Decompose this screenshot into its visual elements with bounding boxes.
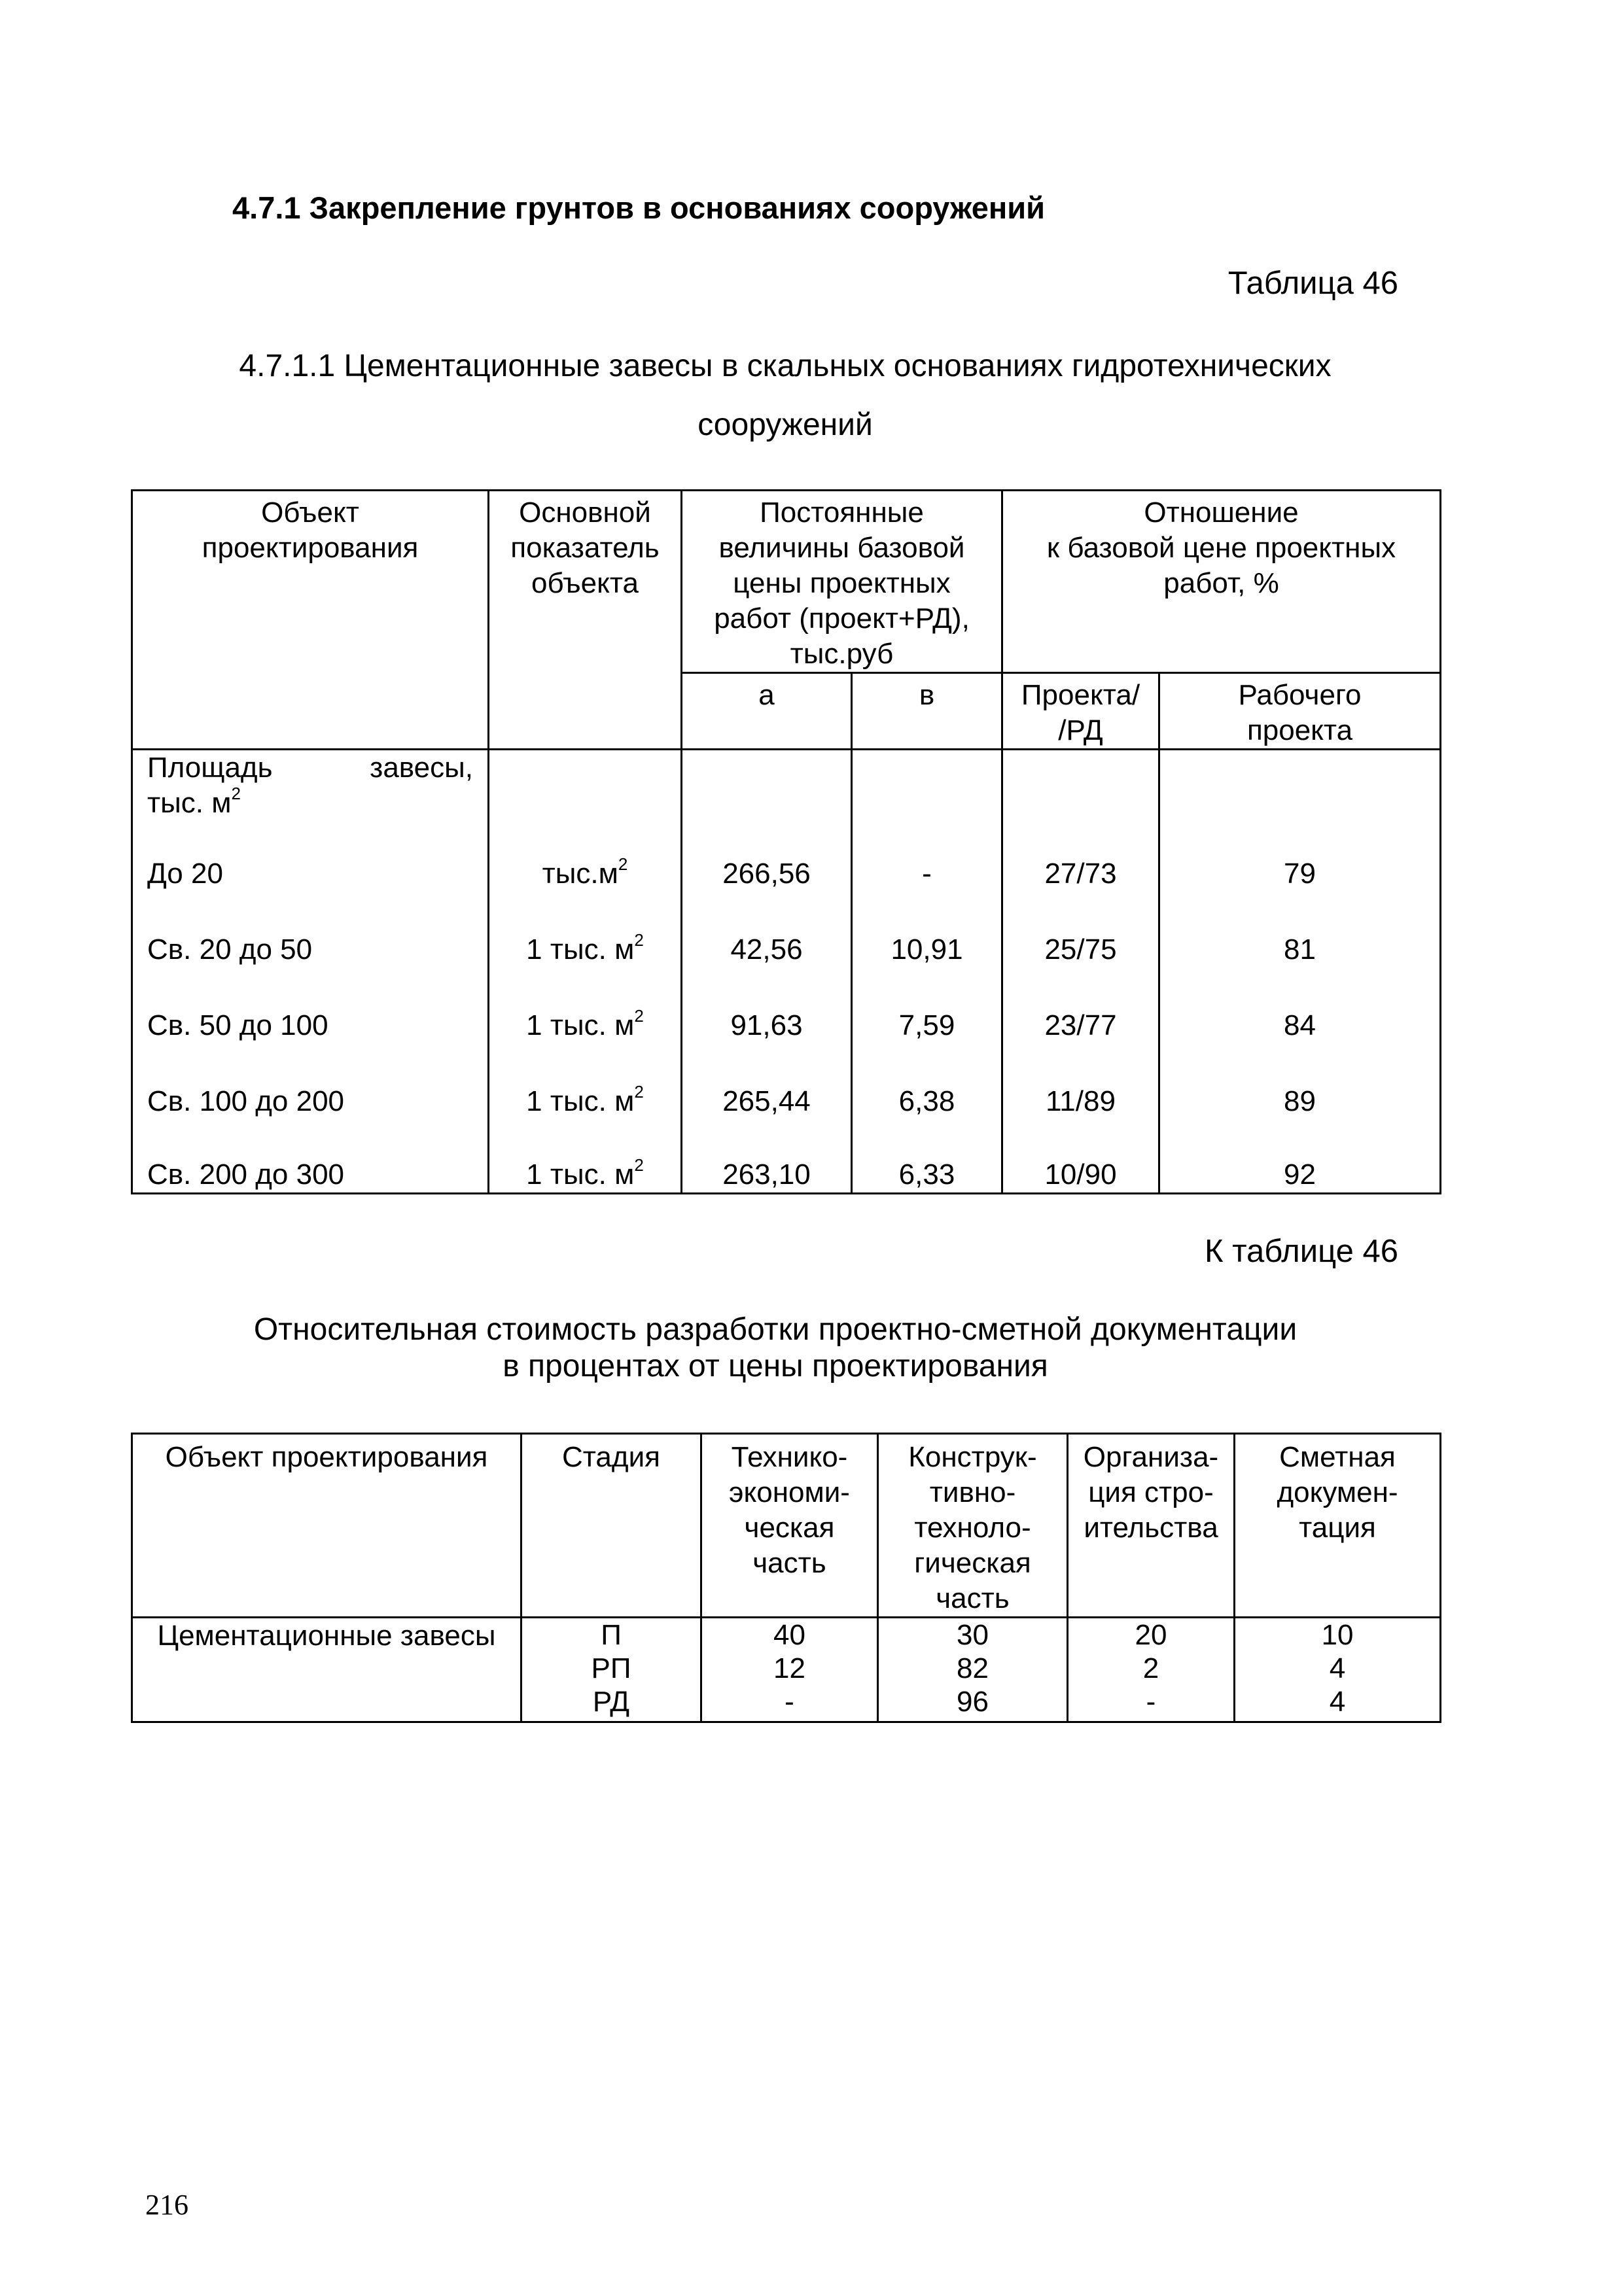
row-working: 81 [1159,897,1441,973]
page-number: 216 [145,2189,188,2221]
row-working: 84 [1159,973,1441,1049]
tech-econ-column [701,1618,878,1722]
stage-value: РД [592,1686,630,1718]
header-a: а [682,673,852,750]
table-46-label: Таблица 46 [1227,266,1398,301]
estimate-column [1235,1618,1441,1722]
header-text: Объект [261,496,359,529]
header-text: объекта [531,567,639,599]
header-text: техноло- [914,1512,1031,1544]
section-heading: 4.7.1 Закрепление грунтов в основаниях сооружений [232,190,1046,225]
header-text: ческая [744,1512,835,1544]
table-row [132,897,1441,973]
header-indicator [489,491,682,750]
title-line-1: Относительная стоимость разработки проектно-сметной документации [253,1312,1297,1347]
indicator-text: 1 тыс. м [526,1009,635,1041]
row-a: 263,10 [682,1124,852,1194]
row-a: 42,56 [682,897,852,973]
organization-column [1068,1618,1235,1722]
header-text: часть [936,1582,1010,1614]
header-text: Проекта/ [1021,679,1140,711]
group-label-text: Площадь [147,752,273,784]
cell-value: 4 [1329,1652,1346,1684]
header-working-project [1159,673,1441,750]
table-row [132,1618,1441,1722]
header-object [132,491,489,750]
header-text: докумен- [1277,1476,1398,1508]
cell-value: 30 [957,1619,989,1651]
header-estimate [1235,1434,1441,1618]
row-b: 7,59 [852,973,1002,1049]
relative-cost-title [131,1312,1420,1385]
constr-tech-column [878,1618,1068,1722]
header-text: ительства [1084,1512,1218,1544]
row-project-rd: 23/77 [1002,973,1159,1049]
empty-cell [682,750,852,822]
table-row [132,973,1441,1049]
empty-cell [1002,750,1159,822]
table-46 [131,489,1441,1194]
header-text: Отношение [1144,496,1299,529]
empty-cell [1159,750,1441,822]
header-stage: Стадия [521,1434,701,1618]
header-text: Сметная [1279,1441,1396,1473]
header-tech-econ [701,1434,878,1618]
row-project-rd: 27/73 [1002,821,1159,897]
header-b: в [852,673,1002,750]
header-text: Организа- [1083,1441,1219,1473]
table-46-subtitle [131,337,1439,455]
header-text: ция стро- [1088,1476,1214,1508]
row-object: Св. 20 до 50 [132,897,489,973]
group-label-text: завесы, [370,752,473,784]
group-label-unit: тыс. м [147,787,232,819]
superscript: 2 [634,1006,644,1026]
empty-cell [852,750,1002,822]
row-object: До 20 [132,821,489,897]
cell-value: 20 [1135,1619,1167,1651]
stage-value: П [601,1619,622,1651]
row-b: 6,38 [852,1049,1002,1124]
cell-value: 4 [1329,1686,1346,1718]
header-constants [682,491,1002,673]
indicator-text: тыс.м [542,858,618,890]
header-text: часть [752,1547,826,1579]
header-text: Основной [519,496,651,529]
row-b: - [852,821,1002,897]
superscript: 2 [231,784,241,804]
relative-cost-table [131,1433,1441,1723]
header-text: показатель [510,532,660,564]
table-row [132,1049,1441,1124]
row-project-rd: 25/75 [1002,897,1159,973]
header-text: Конструк- [908,1441,1037,1473]
header-text: тивно- [929,1476,1016,1508]
row-b: 10,91 [852,897,1002,973]
indicator-text: 1 тыс. м [526,933,635,965]
subtitle-line-2: сооружений [697,408,873,442]
header-text: тация [1299,1512,1376,1544]
header-text: экономи- [729,1476,850,1508]
stage-value: РП [591,1652,631,1684]
row-working: 79 [1159,821,1441,897]
row-indicator [489,1124,682,1194]
empty-cell [489,750,682,822]
cell-value: - [785,1686,794,1718]
cell-value: 12 [773,1652,805,1684]
row-b: 6,33 [852,1124,1002,1194]
header-object: Объект проектирования [132,1434,521,1618]
group-label [132,750,489,822]
row-project-rd: 10/90 [1002,1124,1159,1194]
row-a: 266,56 [682,821,852,897]
header-text: к базовой цене проектных [1046,532,1396,564]
header-text: Постоянные [760,496,924,529]
title-line-2: в процентах от цены проектирования [503,1349,1048,1383]
row-working: 89 [1159,1049,1441,1124]
table-row [132,821,1441,897]
indicator-text: 1 тыс. м [526,1158,635,1191]
cell-value: 82 [957,1652,989,1684]
indicator-text: 1 тыс. м [526,1085,635,1117]
row-a: 265,44 [682,1049,852,1124]
superscript: 2 [634,1155,644,1175]
header-ratio [1002,491,1441,673]
superscript: 2 [634,930,644,950]
cell-value: 40 [773,1619,805,1651]
row-object: Св. 50 до 100 [132,973,489,1049]
stage-column [521,1618,701,1722]
row-a: 91,63 [682,973,852,1049]
subtitle-line-1: 4.7.1.1 Цементационные завесы в скальных основаниях гидротехнических [239,349,1332,383]
row-indicator [489,1049,682,1124]
to-table-46-label: К таблице 46 [1204,1234,1398,1269]
table-row [132,1124,1441,1194]
row-working: 92 [1159,1124,1441,1194]
row-object: Св. 200 до 300 [132,1124,489,1194]
header-text: /РД [1058,714,1103,746]
row-indicator [489,897,682,973]
header-organization [1068,1434,1235,1618]
header-text: проекта [1246,714,1353,746]
cell-value: 96 [957,1686,989,1718]
cell-value: - [1146,1686,1156,1718]
header-text: работ, % [1163,567,1279,599]
row-object: Св. 100 до 200 [132,1049,489,1124]
header-text: работ (проект+РД), [714,602,970,635]
header-text: тыс.руб [790,638,894,670]
header-project-rd [1002,673,1159,750]
header-text: проектирования [202,532,419,564]
row-indicator [489,821,682,897]
superscript: 2 [618,854,628,875]
header-text: гическая [914,1547,1031,1579]
header-text: Рабочего [1238,679,1362,711]
header-constr-tech [878,1434,1068,1618]
header-text: величины базовой [718,532,965,564]
row-indicator [489,973,682,1049]
cell-value: 2 [1142,1652,1159,1684]
header-text: Технико- [731,1441,848,1473]
row-project-rd: 11/89 [1002,1049,1159,1124]
row-object: Цементационные завесы [132,1618,521,1722]
cell-value: 10 [1321,1619,1354,1651]
header-text: цены проектных [733,567,951,599]
superscript: 2 [634,1082,644,1102]
